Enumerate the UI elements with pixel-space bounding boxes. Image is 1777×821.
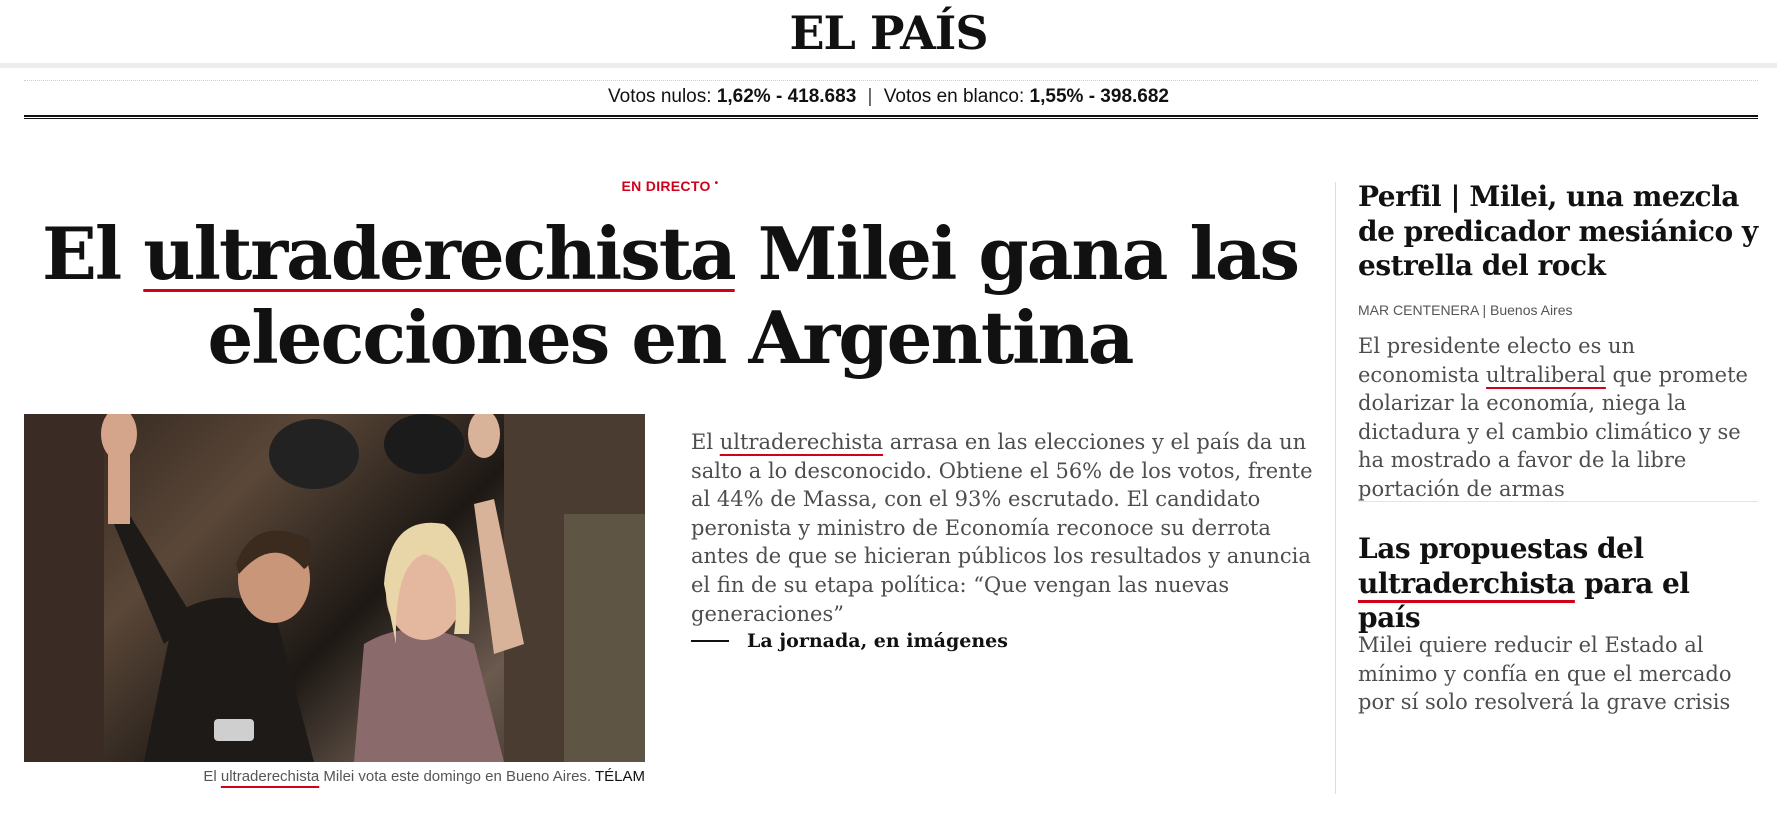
ticker-separator: | (867, 86, 873, 107)
blank-votes-count: - 398.682 (1088, 86, 1169, 107)
el-pais-logo[interactable]: EL PAÍS (789, 6, 988, 60)
side-story1-byline (1358, 302, 1758, 318)
byline-location: Buenos Aires (1490, 302, 1573, 318)
photo-caption (24, 768, 645, 785)
election-ticker (0, 86, 1777, 108)
related-link-label: La jornada, en imágenes (747, 630, 1008, 652)
main-headline[interactable] (40, 212, 1300, 380)
headline-line1-post: Milei gana las (734, 211, 1298, 296)
blank-votes-label: Votos en blanco: (883, 86, 1025, 107)
side-story1-summary (1358, 332, 1758, 504)
headline-pre: El (41, 211, 144, 296)
story1-summary-pre: El presidente electo es un economista (1358, 334, 1636, 387)
story1-summary-post: que promete dolarizar la economía, niega la dictadura y el cambio climático y se ha mostrado a favor de la libre portación de armas (1358, 362, 1748, 501)
author-name[interactable]: MAR CENTENERA (1358, 302, 1479, 318)
sidebar-divider (1358, 501, 1758, 502)
site-header (0, 0, 1777, 68)
lead-highlight: ultraderechista (719, 430, 884, 454)
live-kicker-label: EN DIRECTO (621, 178, 711, 194)
ticker-top-rule (24, 80, 1758, 81)
side-story2-summary: Milei quiere reducir el Estado al mínimo y confía en que el mercado por sí solo resolverá la grave crisis (1358, 633, 1732, 715)
related-link[interactable] (691, 630, 1008, 652)
byline-separator: | (1478, 302, 1490, 318)
null-votes-pct: 1,62% (716, 86, 771, 107)
photo-credit: TÉLAM (594, 768, 645, 785)
headline-line2: elecciones en Argentina (207, 295, 1133, 380)
main-story-photo[interactable] (24, 414, 645, 762)
story2-title-pre: Las propuestas del (1358, 532, 1644, 565)
story1-summary-highlight: ultraliberal (1486, 362, 1606, 387)
column-divider (1335, 182, 1336, 794)
story2-title-post: para el país (1358, 566, 1690, 634)
caption-pre: El (203, 768, 221, 785)
caption-highlight: ultraderechista (220, 768, 320, 785)
dash-icon (691, 640, 729, 642)
story2-title-highlight: ultraderchista (1358, 566, 1575, 600)
lead-paragraph (691, 428, 1316, 628)
headline-highlight: ultraderechista (143, 211, 735, 296)
live-dot-icon: • (714, 178, 719, 189)
blank-votes-pct: 1,55% (1029, 86, 1084, 107)
lead-pre: El (691, 430, 720, 454)
side-story2-title[interactable] (1358, 532, 1758, 636)
live-kicker[interactable] (0, 178, 1340, 194)
null-votes-label: Votos nulos: (608, 86, 712, 107)
side-story1-title[interactable]: Perfil | Milei, una mezcla de predicador mesiánico y estrella del rock (1358, 180, 1758, 282)
caption-post: Milei vota este domingo en Bueno Aires. (319, 768, 592, 785)
photo-illustration (24, 414, 645, 762)
ticker-bottom-rule (24, 115, 1758, 119)
lead-post: arrasa en las elecciones y el país da un salto a lo desconocido. Obtiene el 56% de los votos, frente al 44% de Massa, con el 93% escrutado. El candidato peronista y ministro de Economía reconoce su derrota antes de que se hicieran públicos los resultados y anuncia el fin de su etapa política: “Que vengan las nuevas generaciones” (691, 430, 1313, 626)
null-votes-count: - 418.683 (775, 86, 857, 107)
